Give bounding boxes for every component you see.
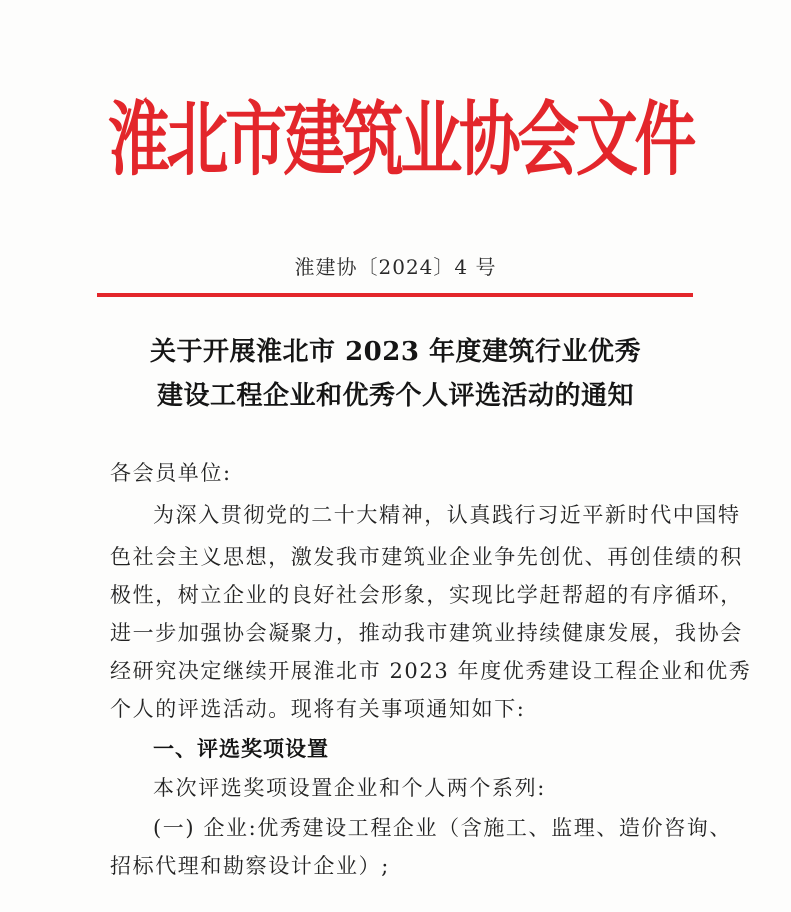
document-number: 淮建协〔2024〕4 号: [294, 255, 497, 279]
salutation: 各会员单位:: [110, 461, 232, 485]
section-heading: 一、评选奖项设置: [153, 737, 329, 761]
paragraph-line: 为深入贯彻党的二十大精神，认真践行习近平新时代中国特: [153, 503, 741, 527]
section-intro: 本次评选奖项设置企业和个人两个系列:: [153, 776, 546, 800]
paragraph-line: 进一步加强协会凝聚力，推动我市建筑业持续健康发展，我协会: [110, 621, 743, 645]
notice-title-line-2: 建设工程企业和优秀个人评选活动的通知: [156, 381, 634, 411]
paragraph-line: 色社会主义思想，激发我市建筑业企业争先创优、再创佳绩的积: [110, 545, 743, 569]
masthead-title: 淮北市建筑业协会文件: [108, 92, 693, 187]
red-divider-line: [97, 293, 693, 297]
paragraph-line: 个人的评选活动。现将有关事项通知如下:: [110, 697, 526, 721]
list-item-line: 招标代理和勘察设计企业）;: [110, 854, 390, 878]
paragraph-line: 经研究决定继续开展淮北市 2023 年度优秀建设工程企业和优秀: [110, 659, 752, 683]
paragraph-line: 极性，树立企业的良好社会形象，实现比学赶帮超的有序循环，: [110, 583, 743, 607]
list-item-line: (一) 企业:优秀建设工程企业（含施工、监理、造价咨询、: [153, 816, 732, 840]
notice-title-line-1: 关于开展淮北市 2023 年度建筑行业优秀: [150, 337, 641, 367]
